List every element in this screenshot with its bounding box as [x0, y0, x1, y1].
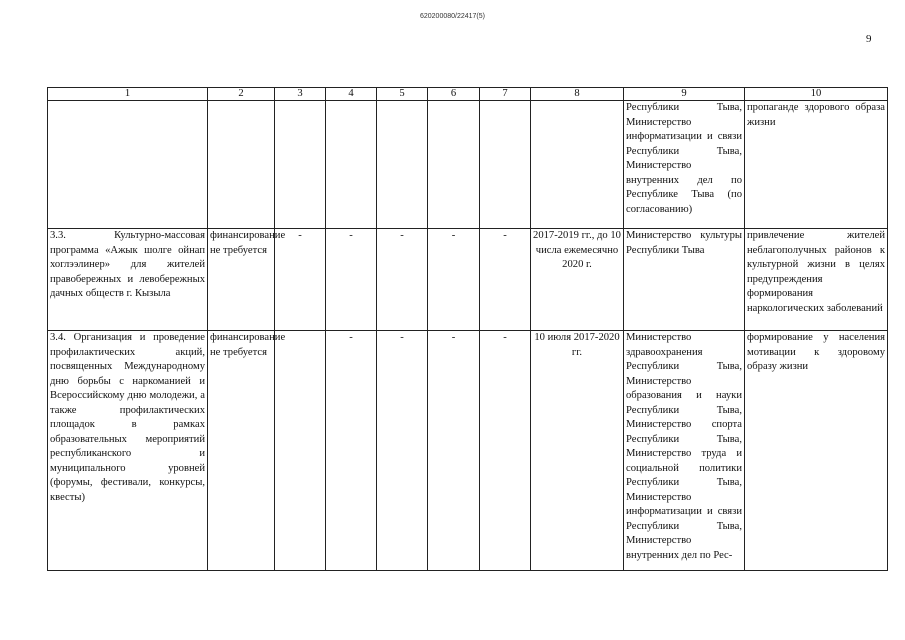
table-row — [48, 229, 888, 331]
measures-table — [47, 87, 888, 571]
cell-deadline: 2017-2019 гг., до 10 числа ежемесячно 2020 г. — [531, 229, 624, 331]
column-header: 7 — [480, 88, 531, 101]
cell-value — [428, 101, 480, 229]
cell-executors: Республики Тыва, Министерство информатизации и связи Республики Тыва, Министерство внутренних дел по Республике Тыва (по согласованию) — [624, 101, 745, 229]
cell-funding: финансирование не требуется — [208, 229, 275, 331]
cell-funding: финансирование не требуется — [208, 331, 275, 571]
column-header: 1 — [48, 88, 208, 101]
cell-measure — [48, 101, 208, 229]
cell-value: - — [480, 229, 531, 331]
column-header: 9 — [624, 88, 745, 101]
column-header: 4 — [326, 88, 377, 101]
cell-measure: 3.4. Организация и проведение профилактических акций, посвященных Международному дню борьбы с наркоманией и Всероссийскому дню молодежи, а также профилактических площадок в рамках образовательных мероприятий республиканского и муниципального уровней (форумы, фестивали, конкурсы, квесты) — [48, 331, 208, 571]
document-id: 620200080/22417(5) — [419, 13, 485, 20]
cell-value: - — [275, 229, 326, 331]
cell-value — [480, 101, 531, 229]
cell-executors: Министерство культуры Республики Тыва — [624, 229, 745, 331]
cell-executors: Министерство здравоохранения Республики Тыва, Министерство образования и науки Республики Тыва, Министерство спорта Республики Тыва, Министерство труда и социальной политики Республики Тыва, Министерство информатизации и связи Республики Тыва, Министерство внутренних дел по Рес- — [624, 331, 745, 571]
cell-value: - — [428, 229, 480, 331]
column-header: 10 — [745, 88, 888, 101]
column-header: 3 — [275, 88, 326, 101]
cell-deadline — [531, 101, 624, 229]
cell-value: - — [480, 331, 531, 571]
column-header: 8 — [531, 88, 624, 101]
cell-result: привлечение жителей неблагополучных районов к культурной жизни в целях предупреждения формирования наркологических заболеваний — [745, 229, 888, 331]
table-row — [48, 101, 888, 229]
cell-value: - — [326, 331, 377, 571]
cell-value: - — [377, 229, 428, 331]
cell-value: - — [326, 229, 377, 331]
cell-deadline: 10 июля 2017-2020 гг. — [531, 331, 624, 571]
page-number: 9 — [866, 33, 872, 45]
cell-funding — [208, 101, 275, 229]
cell-value — [326, 101, 377, 229]
column-header-row — [48, 88, 888, 101]
column-header: 2 — [208, 88, 275, 101]
column-header: 6 — [428, 88, 480, 101]
cell-value — [275, 101, 326, 229]
cell-value: - — [377, 331, 428, 571]
cell-measure: 3.3. Культурно-массовая программа «Ажык шолге ойнап хоглээлинер» для жителей правобережных и левобережных дачных обществ г. Кызыла — [48, 229, 208, 331]
table-row — [48, 331, 888, 571]
cell-result: пропаганде здорового образа жизни — [745, 101, 888, 229]
cell-value: - — [428, 331, 480, 571]
cell-result: формирование у населения мотивации к здоровому образу жизни — [745, 331, 888, 571]
cell-value — [275, 331, 326, 571]
cell-value — [377, 101, 428, 229]
column-header: 5 — [377, 88, 428, 101]
